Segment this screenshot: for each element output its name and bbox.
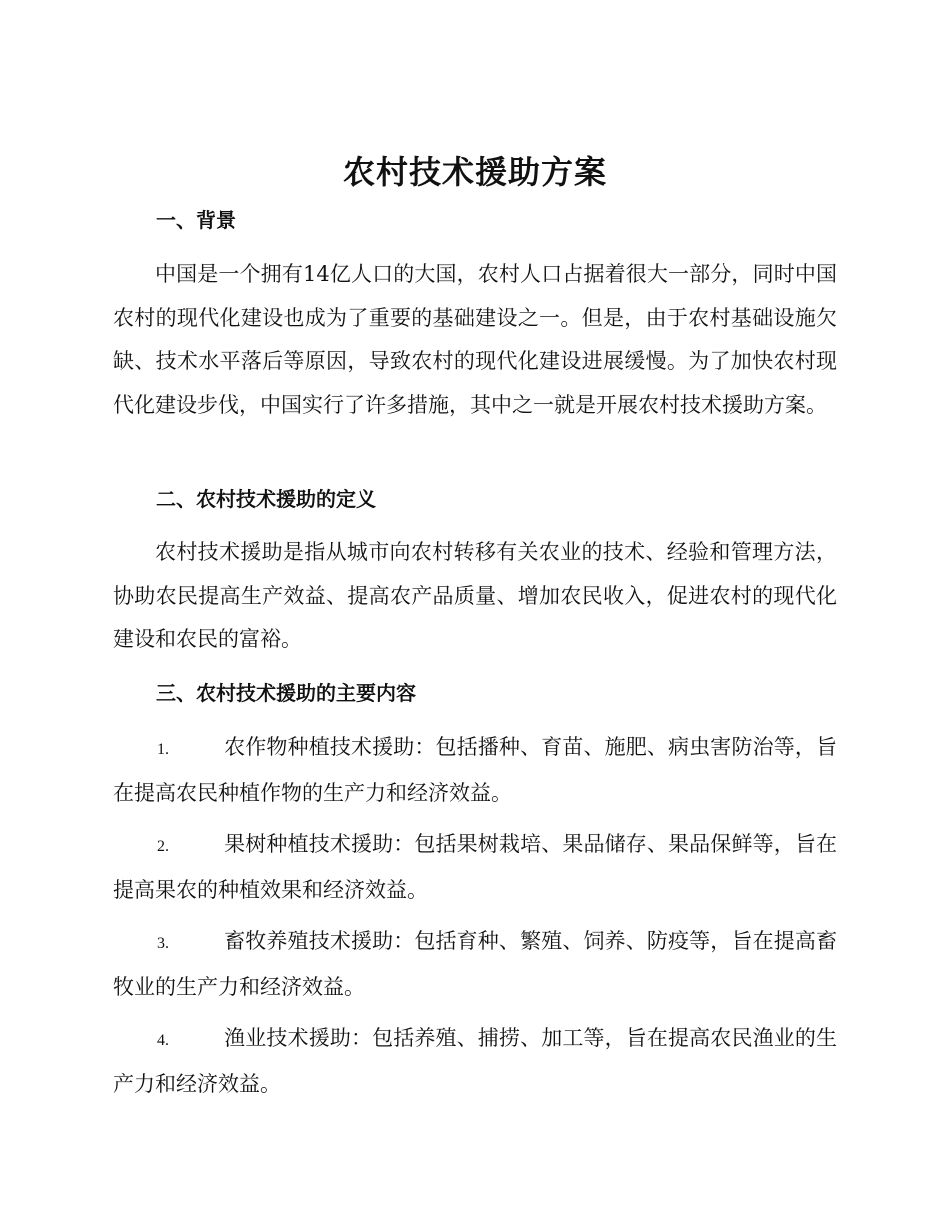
section-paragraph-background: 中国是一个拥有14亿人口的大国，农村人口占据着很大一部分，同时中国农村的现代化建设也成为了重要的基础建设之一。但是，由于农村基础设施欠缺、技术水平落后等原因，导致农村的现代化建设进展缓慢。为了加快农村现代化建设步伐，中国实行了许多措施，其中之一就是开展农村技术援助方案。 xyxy=(113,262,837,417)
list-item-text: 果树种植技术援助：包括果树栽培、果品储存、果品保鲜等，旨在提高果农的种植效果和经济效益。 xyxy=(113,832,837,902)
list-item-text: 渔业技术援助：包括养殖、捕捞、加工等，旨在提高农民渔业的生产力和经济效益。 xyxy=(113,1026,837,1096)
list-item xyxy=(113,823,837,912)
list-item-text: 畜牧养殖技术援助：包括育种、繁殖、饲养、防疫等，旨在提高畜牧业的生产力和经济效益。 xyxy=(113,929,837,999)
list-item-number: 2. xyxy=(157,838,169,855)
list-item xyxy=(113,920,837,1009)
section-heading-main-content: 三、农村技术援助的主要内容 xyxy=(156,681,416,705)
list-item-number: 4. xyxy=(157,1032,169,1049)
document-title: 农村技术援助方案 xyxy=(342,153,607,191)
list-item xyxy=(113,1017,837,1106)
section-paragraph-definition: 农村技术援助是指从城市向农村转移有关农业的技术、经验和管理方法，协助农民提高生产效益、提高农产品质量、增加农民收入，促进农村的现代化建设和农民的富裕。 xyxy=(113,540,837,651)
list-item-number: 3. xyxy=(157,935,169,952)
list-item xyxy=(113,726,837,815)
list-item-number: 1. xyxy=(157,741,169,758)
section-heading-background: 一、背景 xyxy=(156,208,236,232)
section-heading-definition: 二、农村技术援助的定义 xyxy=(156,487,376,511)
list-item-text: 农作物种植技术援助：包括播种、育苗、施肥、病虫害防治等，旨在提高农民种植作物的生产力和经济效益。 xyxy=(113,735,837,805)
